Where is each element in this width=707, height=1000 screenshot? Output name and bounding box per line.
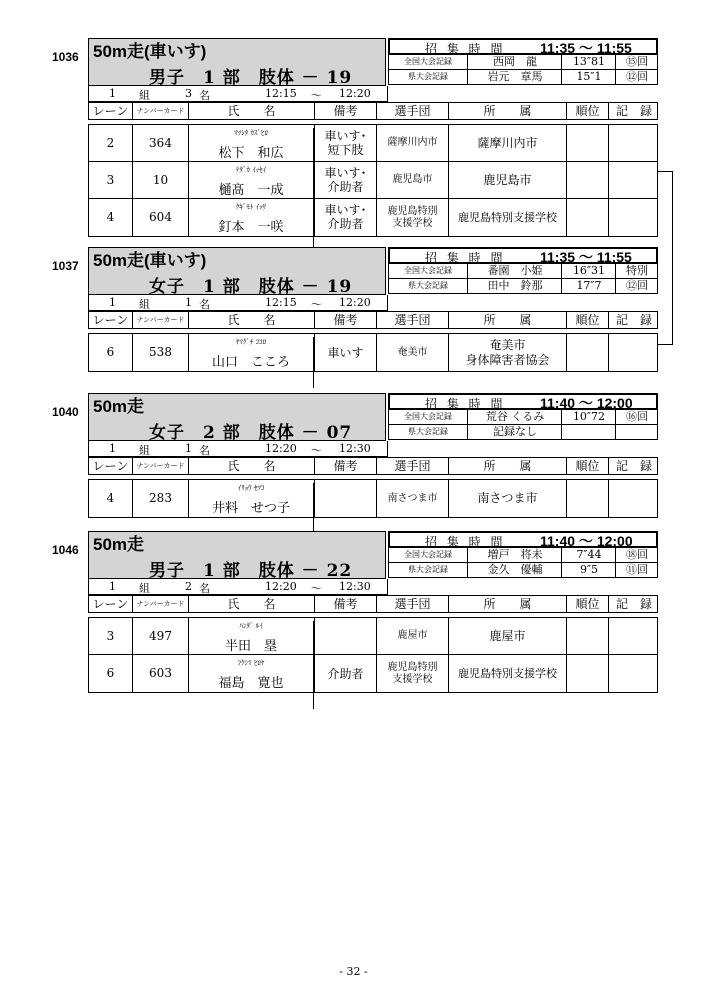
column-rank: 順位	[567, 596, 609, 612]
record-cell	[609, 162, 659, 198]
group-w: ～	[311, 298, 322, 311]
national-record-value: 13″81	[563, 55, 616, 69]
national-record-value: 7″44	[563, 548, 616, 562]
athlete-name-cell	[189, 655, 315, 692]
name-kana: ﾔﾏｸﾞﾁ ｺｺﾛ	[189, 337, 314, 374]
table-row	[89, 655, 657, 692]
affiliation-cell: 薩摩川内市	[449, 125, 567, 161]
call-time-label: 招 集 時 間	[425, 397, 506, 411]
entry-table	[88, 479, 658, 518]
event-header	[88, 38, 658, 86]
card-number-cell: 497	[133, 618, 189, 654]
group-g: 1	[109, 442, 116, 455]
group-gl: 組	[139, 89, 150, 102]
group-link-bracket	[658, 171, 673, 345]
team-cell: 薩摩川内市	[377, 125, 449, 161]
team-cell: 鹿児島特別 支援学校	[377, 655, 449, 692]
group-g: 1	[109, 296, 116, 309]
group-w: ～	[311, 444, 322, 457]
rank-cell	[567, 618, 609, 654]
record-cell	[609, 334, 659, 371]
column-header-row	[88, 595, 658, 613]
note-cell: 車いす･ 介助者	[315, 162, 377, 198]
event-name: 50m走	[93, 535, 145, 554]
column-card: ナンバーカード	[133, 596, 189, 612]
card-number-cell: 538	[133, 334, 189, 371]
column-name: 氏 名	[189, 312, 315, 328]
athlete-name-cell	[189, 162, 315, 198]
column-card: ナンバーカード	[133, 312, 189, 328]
group-s: 12:20	[265, 580, 297, 593]
group-e: 12:30	[339, 442, 371, 455]
column-header-row	[88, 457, 658, 475]
record-box	[388, 393, 658, 441]
record-cell	[609, 199, 659, 236]
note-cell: 車いす･ 介助者	[315, 199, 377, 236]
affiliation-cell: 鹿児島特別支援学校	[449, 655, 567, 692]
column-team: 選手団	[377, 312, 449, 328]
column-header-row	[88, 311, 658, 329]
name-kana: ﾌｸｼﾏ ﾋﾛﾔ	[189, 658, 314, 695]
national-record-row	[388, 55, 658, 70]
affiliation-cell: 鹿屋市	[449, 618, 567, 654]
pref-record-label: 県大会記録	[389, 279, 468, 293]
column-lane: レーン	[89, 596, 133, 612]
name-kana: ｸｷﾞﾓﾄ ｲｯｻ	[189, 202, 314, 239]
national-record-row	[388, 264, 658, 279]
name-kana: ﾃﾀﾞｶ ｲｯｾｲ	[189, 165, 314, 201]
entry-table	[88, 617, 658, 693]
column-lane: レーン	[89, 103, 133, 119]
table-row	[89, 162, 657, 199]
record-box	[388, 531, 658, 579]
event-class: 男子 1 部 肢体 － 22	[149, 561, 353, 581]
call-time-label: 招 集 時 間	[425, 42, 506, 56]
column-aff: 所 属	[449, 103, 567, 119]
pref-record-edition: ⑫回	[626, 279, 648, 292]
group-nl: 名	[199, 582, 210, 595]
card-number-cell: 10	[133, 162, 189, 198]
lane-cell: 3	[89, 618, 133, 654]
pref-record-edition: ⑪回	[626, 563, 648, 576]
card-number-cell: 604	[133, 199, 189, 236]
national-record-edition: ⑯回	[626, 410, 648, 423]
group-gl: 組	[139, 444, 150, 457]
event-title-box	[88, 38, 386, 86]
group-g: 1	[109, 580, 116, 593]
group-nl: 名	[199, 89, 210, 102]
column-aff: 所 属	[449, 596, 567, 612]
group-info-row	[88, 441, 388, 457]
call-time-row	[388, 247, 658, 264]
event-block	[52, 247, 658, 372]
record-box	[388, 247, 658, 295]
pref-record-holder: 記録なし	[469, 425, 562, 439]
group-s: 12:20	[265, 442, 297, 455]
call-time-label: 招 集 時 間	[425, 251, 506, 265]
name-kanji: 釘本 一咲	[189, 216, 314, 253]
lane-cell: 4	[89, 199, 133, 236]
record-cell	[609, 655, 659, 692]
column-note: 備考	[315, 458, 377, 474]
event-title-box	[88, 393, 386, 441]
pref-record-row	[388, 70, 658, 85]
group-s: 12:15	[265, 87, 297, 100]
column-lane: レーン	[89, 312, 133, 328]
column-rank: 順位	[567, 458, 609, 474]
athlete-name-cell	[189, 334, 315, 371]
column-lane: レーン	[89, 458, 133, 474]
team-cell: 奄美市	[377, 334, 449, 371]
column-header-row	[88, 102, 658, 120]
record-cell	[609, 480, 659, 517]
group-info-row	[88, 86, 388, 102]
lane-cell: 3	[89, 162, 133, 198]
event-name: 50m走(車いす)	[93, 42, 207, 61]
pref-record-value: 17″7	[563, 279, 616, 293]
group-n: 2	[185, 580, 192, 593]
column-rec: 記 録	[615, 459, 652, 473]
event-name: 50m走(車いす)	[93, 251, 207, 270]
national-record-label: 全国大会記録	[389, 548, 468, 562]
call-time-value: 11:35 ～ 11:55	[540, 40, 632, 56]
group-e: 12:20	[339, 296, 371, 309]
group-nl: 名	[199, 298, 210, 311]
group-n: 3	[185, 87, 192, 100]
column-rank: 順位	[567, 103, 609, 119]
note-cell: 車いす	[315, 334, 377, 371]
column-card: ナンバーカード	[133, 103, 189, 119]
rank-cell	[567, 199, 609, 236]
pref-record-value: 9″5	[563, 563, 616, 577]
table-row	[89, 480, 657, 517]
table-row	[89, 125, 657, 162]
group-gl: 組	[139, 582, 150, 595]
column-rec: 記 録	[615, 104, 652, 118]
column-note: 備考	[315, 596, 377, 612]
event-class: 男子 1 部 肢体 － 19	[149, 68, 353, 88]
team-cell: 南さつま市	[377, 480, 449, 517]
group-s: 12:15	[265, 296, 297, 309]
column-team: 選手団	[377, 596, 449, 612]
national-record-edition: ⑱回	[626, 548, 648, 561]
card-number-cell: 283	[133, 480, 189, 517]
event-title-box	[88, 247, 386, 295]
card-number-cell: 603	[133, 655, 189, 692]
call-time-row	[388, 393, 658, 410]
national-record-row	[388, 410, 658, 425]
affiliation-cell: 奄美市 身体障害者協会	[449, 334, 567, 371]
lane-cell: 6	[89, 655, 133, 692]
name-kanji: 樋髙 一成	[189, 179, 314, 215]
column-name: 氏 名	[189, 596, 315, 612]
rank-cell	[567, 480, 609, 517]
column-team: 選手団	[377, 458, 449, 474]
pref-record-label: 県大会記録	[389, 563, 468, 577]
national-record-edition: 特別	[626, 264, 648, 277]
group-n: 1	[185, 442, 192, 455]
lane-cell: 6	[89, 334, 133, 371]
group-e: 12:20	[339, 87, 371, 100]
column-team: 選手団	[377, 103, 449, 119]
column-name: 氏 名	[189, 458, 315, 474]
event-class: 女子 2 部 肢体 － 07	[149, 423, 353, 443]
name-kanji: 山口 こころ	[189, 351, 314, 388]
column-rank: 順位	[567, 312, 609, 328]
table-row	[89, 199, 657, 236]
pref-record-label: 県大会記録	[389, 425, 468, 439]
affiliation-cell: 鹿児島特別支援学校	[449, 199, 567, 236]
column-rec: 記 録	[615, 313, 652, 327]
lane-cell: 2	[89, 125, 133, 161]
group-e: 12:30	[339, 580, 371, 593]
column-name: 氏 名	[189, 103, 315, 119]
national-record-value: 10″72	[563, 410, 616, 424]
rank-cell	[567, 162, 609, 198]
pref-record-holder: 岩元 章馬	[469, 70, 562, 84]
call-time-row	[388, 531, 658, 548]
entry-table	[88, 124, 658, 237]
group-w: ～	[311, 89, 322, 102]
event-number: 1046	[52, 543, 79, 557]
affiliation-cell: 南さつま市	[449, 480, 567, 517]
event-header	[88, 247, 658, 295]
pref-record-holder: 田中 鈴那	[469, 279, 562, 293]
athlete-name-cell	[189, 199, 315, 236]
name-kana: ﾊﾝﾀﾞ ﾙｲ	[189, 621, 314, 657]
call-time-value: 11:35 ～ 11:55	[540, 249, 632, 265]
call-time-row	[388, 38, 658, 55]
group-n: 1	[185, 296, 192, 309]
pref-record-label: 県大会記録	[389, 70, 468, 84]
national-record-label: 全国大会記録	[389, 410, 468, 424]
national-record-edition: ⑮回	[626, 55, 648, 68]
team-cell: 鹿児島市	[377, 162, 449, 198]
card-number-cell: 364	[133, 125, 189, 161]
name-kana: ﾏﾂｼﾀ ｶｽﾞﾋﾛ	[189, 128, 314, 164]
column-note: 備考	[315, 312, 377, 328]
name-kana: ｲﾘｮｳ ｾﾂｺ	[189, 483, 314, 520]
national-record-value: 16″31	[563, 264, 616, 278]
name-kanji: 松下 和広	[189, 142, 314, 178]
page-number: - 32 -	[339, 965, 368, 978]
pref-record-row	[388, 563, 658, 578]
team-cell: 鹿屋市	[377, 618, 449, 654]
column-rec: 記 録	[615, 597, 652, 611]
event-header	[88, 393, 658, 441]
event-name: 50m走	[93, 397, 145, 416]
national-record-holder: 増戸 将未	[469, 548, 562, 562]
table-row	[89, 334, 657, 371]
event-block	[52, 393, 658, 518]
rank-cell	[567, 334, 609, 371]
group-nl: 名	[199, 444, 210, 457]
call-time-label: 招 集 時 間	[425, 535, 506, 549]
athlete-name-cell	[189, 480, 315, 517]
column-note: 備考	[315, 103, 377, 119]
event-number: 1040	[52, 405, 79, 419]
group-g: 1	[109, 87, 116, 100]
national-record-row	[388, 548, 658, 563]
pref-record-row	[388, 279, 658, 294]
column-aff: 所 属	[449, 458, 567, 474]
event-header	[88, 531, 658, 579]
pref-record-edition	[617, 425, 657, 439]
name-kanji: 福島 寛也	[189, 672, 314, 709]
event-title-box	[88, 531, 386, 579]
national-record-label: 全国大会記録	[389, 264, 468, 278]
entry-table	[88, 333, 658, 372]
pref-record-edition: ⑫回	[626, 70, 648, 83]
record-box	[388, 38, 658, 86]
event-number: 1036	[52, 50, 79, 64]
table-row	[89, 618, 657, 655]
name-kanji: 井料 せつ子	[189, 497, 314, 534]
event-number: 1037	[52, 259, 79, 273]
event-class: 女子 1 部 肢体 － 19	[149, 277, 353, 297]
event-block	[52, 531, 658, 693]
national-record-holder: 荒谷 くるみ	[469, 410, 562, 424]
note-cell: 介助者	[315, 655, 377, 692]
pref-record-value: 15″1	[563, 70, 616, 84]
national-record-label: 全国大会記録	[389, 55, 468, 69]
column-card: ナンバーカード	[133, 458, 189, 474]
athlete-name-cell	[189, 618, 315, 654]
note-cell: 車いす･ 短下肢	[315, 125, 377, 161]
pref-record-holder: 金久 優輔	[469, 563, 562, 577]
rank-cell	[567, 125, 609, 161]
affiliation-cell: 鹿児島市	[449, 162, 567, 198]
athlete-name-cell	[189, 125, 315, 161]
note-cell	[315, 618, 377, 654]
pref-record-value	[563, 425, 616, 439]
group-info-row	[88, 295, 388, 311]
call-time-value: 11:40 ～ 12:00	[540, 395, 633, 411]
national-record-holder: 西岡 龍	[469, 55, 562, 69]
group-info-row	[88, 579, 388, 595]
group-gl: 組	[139, 298, 150, 311]
name-kanji: 半田 塁	[189, 635, 314, 671]
record-cell	[609, 125, 659, 161]
pref-record-row	[388, 425, 658, 440]
note-cell	[315, 480, 377, 517]
event-block	[52, 38, 658, 237]
lane-cell: 4	[89, 480, 133, 517]
group-w: ～	[311, 582, 322, 595]
record-cell	[609, 618, 659, 654]
national-record-holder: 番園 小姫	[469, 264, 562, 278]
team-cell: 鹿児島特別 支援学校	[377, 199, 449, 236]
rank-cell	[567, 655, 609, 692]
call-time-value: 11:40 ～ 12:00	[540, 533, 633, 549]
column-aff: 所 属	[449, 312, 567, 328]
